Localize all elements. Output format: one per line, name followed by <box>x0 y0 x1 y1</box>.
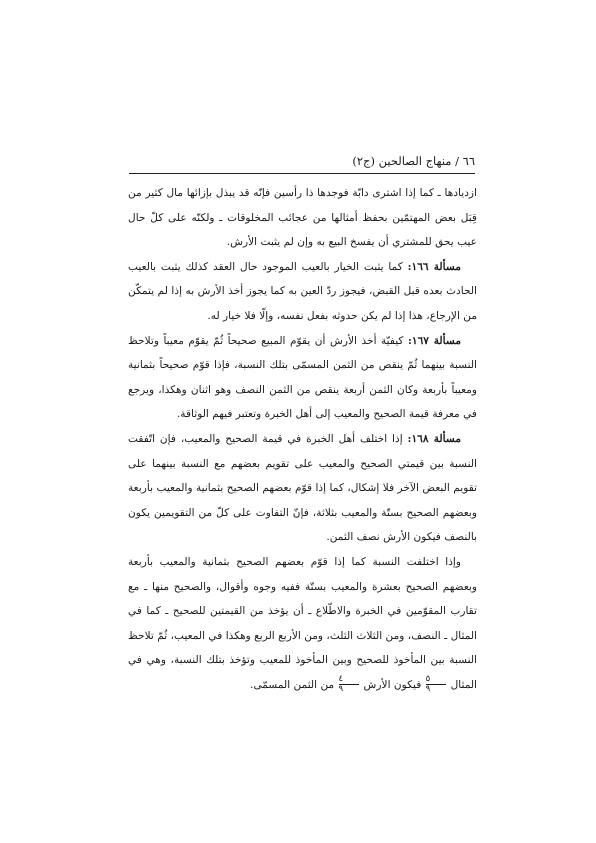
fraction-numerator: ٥ <box>425 674 431 685</box>
paragraph-issue-166 <box>128 255 477 329</box>
issue-number-label: مسألة ١٦٨: <box>407 432 461 445</box>
paragraph-text: ازديادها ـ كما إذا اشترى دابّة فوجدها ذا رأسين فإنّه قد يبذل بإزائها مال كثير من قِبَل بعض المهتمّين بحفظ أمثالها من عجائب المخلوقات ـ ولكنّه على كلّ حال عيب يحق للمشتري أن يفسخ البيع به وإن لم يثبت الأرش. <box>128 187 477 249</box>
fraction-numerator: ٤ <box>338 674 344 685</box>
fraction-denominator: ٩ <box>426 684 447 694</box>
paragraph-differing-ratios <box>128 550 477 698</box>
paragraph-text: إذا اختلف أهل الخبرة في قيمة الصحيح والمعيب، فإن اتّفقت النسبة بين قيمتي الصحيح والمعيب على تقويم بعضهم مع النسبة بينهما على تقويم البعض الآخر فلا إشكال، كما إذا قوّم بعضهم الصحيح بثمانية والمعيب بأربعة وبعضهم الصحيح بستّة والمعيب بثلاثة، فإنّ التفاوت على كلّ من التقويمين يكون بالنصف فيكون الأرش نصف الثمن. <box>128 432 477 544</box>
paragraph-issue-168 <box>128 427 477 550</box>
fraction-four-ninths <box>339 675 360 694</box>
paragraph-text: كما يثبت الخيار بالعيب الموجود حال العقد كذلك يثبت بالعيب الحادث بعده قبل القبض، فيجوز ردّ العين به كما يجوز أخذ الأرش به إذا لم يتمكّن من الإرجاع، هذا إذا لم يكن حدوثه بفعل نفسه، وإلّا فلا خيار له. <box>128 260 477 322</box>
paragraph-text: كيفيّة أخذ الأرش أن يقوّم المبيع صحيحاً ثُمّ يقوّم معيباً وتلاحظ النسبة بينهما ثُمّ ينقص من الثمن المسمّى بتلك النسبة، فإذا قوّم صحيحاً بثمانية ومعيباً بأربعة وكان الثمن أربعة ينقص من الثمن النصف وهو اثنان وهكذا، ويرجع في معرفة قيمة الصحيح والمعيب إلى أهل الخبرة وتعتبر فيهم الوثاقة. <box>128 334 477 421</box>
header-divider <box>129 173 475 174</box>
paragraph-text: فيكون الأرش <box>360 678 425 691</box>
issue-number-label: مسألة ١٦٦: <box>407 260 462 273</box>
running-header: ٦٦ / منهاج الصالحين (ج٢) <box>352 154 475 168</box>
issue-number-label: مسألة ١٦٧: <box>407 334 462 347</box>
fraction-denominator: ٩ <box>339 684 360 694</box>
page-body <box>128 181 477 697</box>
paragraph-text: وإذا اختلفت النسبة كما إذا قوّم بعضهم الصحيح بثمانية والمعيب بأربعة وبعضهم الصحيح بعشرة والمعيب بستّة ففيه وجوه وأقوال، والصحيح منها ـ مع تقارب المقوّمين في الخبرة والاطّلاع ـ أن يؤخذ من القيمتين للصحيح ـ كما في المثال ـ النصف، ومن الثلاث الثلث، ومن الأربع الربع وهكذا في المعيب، ثُمّ تلاحظ النسبة بين المأخوذ للصحيح وبين المأخوذ للمعيب وتؤخذ بتلك النسبة، وهي في المثال <box>128 555 477 691</box>
fraction-five-ninths <box>426 675 447 694</box>
paragraph-continuation <box>128 181 477 255</box>
paragraph-text: من الثمن المسمّى. <box>250 678 338 691</box>
paragraph-issue-167 <box>128 329 477 427</box>
